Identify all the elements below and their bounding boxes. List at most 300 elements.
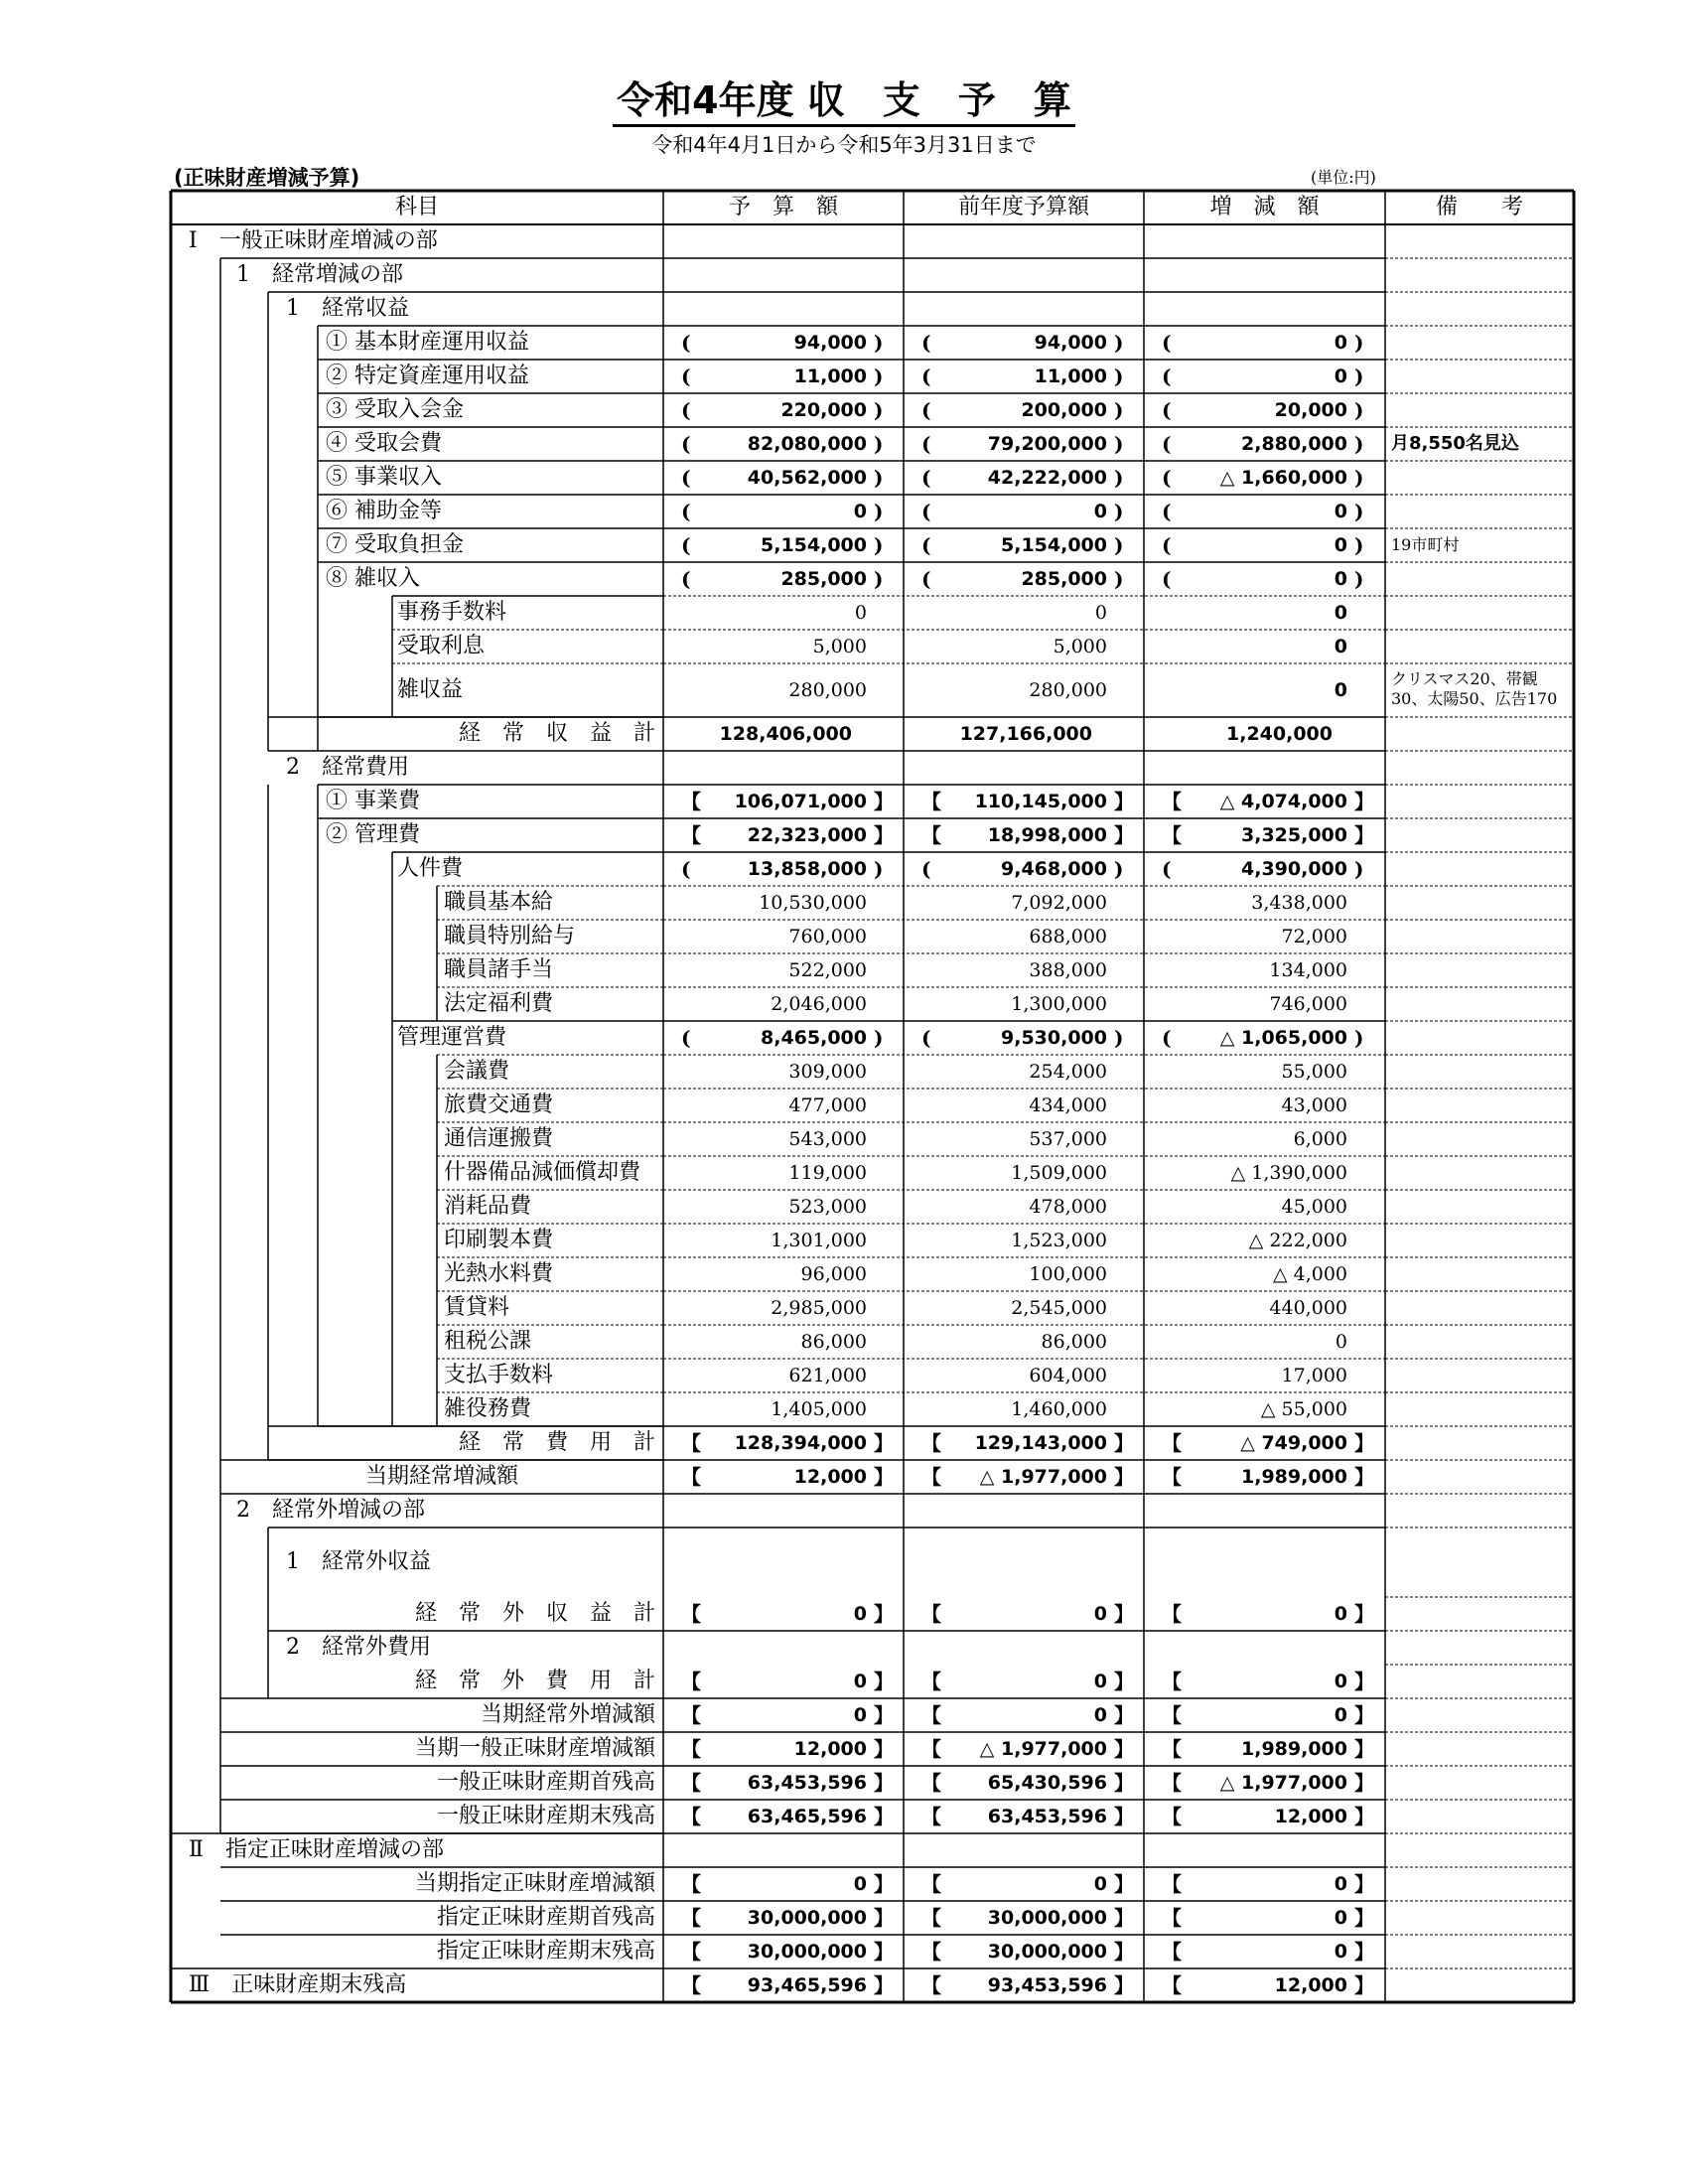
row-label: ② 管理費 [326,822,420,847]
value-bracket-open: ( [921,364,931,388]
value-cell: 0 [1093,501,1107,522]
value-bracket-open: 【 [1162,790,1182,813]
value-bracket-open: ( [1162,432,1172,456]
value-bracket-open: ( [1162,466,1172,490]
row-label: 2 経常外費用 [286,1635,431,1660]
row-label: 職員基本給 [444,890,554,915]
value-bracket-open: 【 [681,1805,701,1828]
value-bracket-open: 【 [1162,1771,1182,1795]
value-bracket-open: 【 [921,1431,941,1455]
value-bracket-close: 】 [1114,1906,1134,1930]
value-cell: 0 [854,602,867,624]
value-bracket-close: 】 [874,1737,894,1761]
row-label: ① 事業費 [326,789,420,813]
value-bracket-open: ( [1162,1026,1172,1050]
value-cell: 20,000 [1274,399,1347,421]
value-cell: 119,000 [788,1162,867,1184]
row-label: 当期経常外増減額 [480,1702,655,1727]
value-cell: 30,000,000 [747,1941,867,1963]
value-bracket-open: 【 [681,1465,701,1489]
value-bracket-close: ) [874,432,884,456]
value-bracket-close: 】 [1354,1805,1374,1828]
row-label: 経 常 費 用 計 [458,1430,655,1455]
value-bracket-close: ) [1354,331,1364,355]
value-bracket-open: ( [681,533,691,557]
row-label: 指定正味財産期末残高 [436,1939,655,1964]
value-bracket-open: 【 [1162,823,1182,847]
value-bracket-close: 】 [1114,1602,1134,1626]
value-cell: 6,000 [1293,1128,1347,1150]
value-bracket-open: ( [681,432,691,456]
value-bracket-open: 【 [1162,1940,1182,1964]
value-bracket-open: ( [1162,533,1172,557]
value-cell: 285,000 [1021,568,1107,590]
budget-subtitle: (正味財産増減予算) [174,166,360,190]
remarks-cell: 月8,550名見込 [1391,433,1519,454]
value-bracket-open: 【 [1162,1703,1182,1727]
value-cell: 254,000 [1029,1061,1107,1083]
value-cell: 2,880,000 [1241,433,1347,455]
value-cell: 0 [853,1603,867,1625]
value-bracket-close: ) [874,857,884,881]
value-cell: 3,325,000 [1241,824,1347,846]
value-bracket-close: ) [1354,364,1364,388]
value-bracket-close: 】 [1354,1906,1374,1930]
column-header-budget: 予 算 額 [728,195,838,219]
value-bracket-open: ( [921,567,931,591]
value-bracket-close: 】 [1114,1670,1134,1693]
row-label: 通信運搬費 [444,1126,554,1151]
row-label: ④ 受取会費 [326,431,442,456]
value-bracket-open: ( [1162,567,1172,591]
value-cell: 0 [1334,365,1347,387]
value-cell: 1,460,000 [1011,1398,1107,1420]
value-cell: 543,000 [788,1128,867,1150]
value-bracket-close: 】 [1114,1805,1134,1828]
value-cell: 1,240,000 [1226,723,1333,745]
row-label: 雑収益 [397,677,464,702]
value-cell: 388,000 [1029,959,1107,981]
value-bracket-open: 【 [681,1973,701,1997]
row-label: Ⅱ 指定正味財産増減の部 [189,1837,444,1862]
value-bracket-open: 【 [681,1602,701,1626]
value-bracket-close: ) [874,567,884,591]
value-bracket-close: 】 [1114,1465,1134,1489]
row-label: 1 経常収益 [286,296,409,321]
value-bracket-open: 【 [1162,1602,1182,1626]
row-label: 事務手数料 [397,600,507,625]
row-label: ⑧ 雑収入 [326,566,420,591]
value-cell: 55,000 [1281,1061,1347,1083]
value-cell: 0 [853,1704,867,1726]
value-bracket-open: 【 [681,790,701,813]
value-cell: 1,301,000 [771,1230,867,1251]
value-cell: 11,000 [1034,365,1107,387]
value-cell: △ 1,660,000 [1219,467,1347,489]
row-label: 人件費 [397,856,464,881]
value-cell: 760,000 [788,926,867,947]
value-cell: 94,000 [793,332,867,354]
value-bracket-close: 】 [874,1973,894,1997]
row-label: 2 経常費用 [286,755,409,780]
value-bracket-close: 】 [1354,1703,1374,1727]
value-cell: 63,453,596 [987,1806,1107,1827]
value-cell: 688,000 [1029,926,1107,947]
value-cell: 86,000 [1041,1331,1107,1353]
value-cell: 0 [1334,1941,1347,1963]
value-bracket-close: ) [874,364,884,388]
value-bracket-open: 【 [921,1973,941,1997]
value-bracket-close: 】 [1114,1771,1134,1795]
value-bracket-open: 【 [921,823,941,847]
row-label: ⑤ 事業収入 [326,465,442,490]
value-cell: 128,406,000 [719,723,852,745]
value-cell: △ 749,000 [1240,1432,1347,1454]
value-bracket-open: 【 [1162,1872,1182,1896]
row-label: 法定福利費 [444,991,554,1016]
value-cell: 280,000 [1029,679,1107,701]
column-header-account: 科目 [394,195,439,219]
value-bracket-open: 【 [681,1940,701,1964]
row-label: 経 常 収 益 計 [458,721,655,746]
row-label: 職員諸手当 [444,957,554,982]
row-label: 租税公課 [444,1329,532,1354]
value-bracket-open: 【 [1162,1431,1182,1455]
value-bracket-open: 【 [921,1737,941,1761]
value-cell: 537,000 [1029,1128,1107,1150]
value-bracket-close: 】 [1114,1872,1134,1896]
value-cell: 12,000 [793,1738,867,1760]
value-cell: 12,000 [1274,1974,1347,1996]
value-bracket-open: 【 [681,1431,701,1455]
row-label: 当期指定正味財産増減額 [414,1871,655,1896]
value-cell: 17,000 [1281,1365,1347,1386]
value-cell: 2,985,000 [771,1297,867,1319]
value-bracket-open: ( [921,432,931,456]
value-bracket-open: ( [681,331,691,355]
value-bracket-close: ) [1114,364,1124,388]
value-bracket-open: ( [681,500,691,523]
value-cell: 478,000 [1029,1196,1107,1218]
value-cell: 3,438,000 [1251,892,1347,914]
unit-label: (単位:円) [1311,168,1376,187]
value-cell: 1,989,000 [1241,1466,1347,1488]
value-cell: 128,394,000 [734,1432,867,1454]
value-cell: 63,453,596 [747,1772,867,1794]
value-cell: 5,000 [812,636,867,657]
value-bracket-close: 】 [874,1805,894,1828]
row-label: 支払手数料 [444,1363,554,1387]
value-bracket-close: ) [1354,857,1364,881]
value-bracket-close: 】 [1354,1973,1374,1997]
value-bracket-open: ( [921,398,931,422]
value-cell: 0 [1334,602,1347,624]
value-cell: 12,000 [793,1466,867,1488]
row-label: 光熱水料費 [444,1261,554,1286]
value-bracket-close: 】 [874,790,894,813]
row-label: 経 常 外 費 用 計 [414,1669,655,1693]
row-label: 会議費 [444,1059,510,1084]
title-text: 令和4年度 収 支 予 算 [613,78,1075,127]
value-bracket-close: 】 [874,1602,894,1626]
value-bracket-open: ( [921,466,931,490]
value-bracket-open: 【 [921,1602,941,1626]
value-cell: 106,071,000 [734,791,867,812]
column-header-prev-budget: 前年度予算額 [957,195,1089,219]
value-cell: 0 [1334,1671,1347,1692]
value-cell: 0 [1334,568,1347,590]
value-bracket-close: 】 [1354,1670,1374,1693]
value-cell: 10,530,000 [759,892,867,914]
value-cell: 100,000 [1029,1263,1107,1285]
value-bracket-close: 】 [1354,1737,1374,1761]
value-bracket-open: 【 [921,1805,941,1828]
row-label: ① 基本財産運用収益 [326,330,529,355]
value-cell: 4,390,000 [1241,858,1347,880]
value-cell: 0 [853,501,867,522]
value-bracket-close: ) [874,466,884,490]
value-cell: 0 [1094,602,1107,624]
row-label: 印刷製本費 [444,1228,554,1252]
value-bracket-close: ) [1114,331,1124,355]
value-cell: 522,000 [788,959,867,981]
value-bracket-open: ( [681,364,691,388]
value-cell: 746,000 [1269,993,1347,1015]
value-cell: 12,000 [1274,1806,1347,1827]
value-bracket-open: 【 [921,1872,941,1896]
value-bracket-open: ( [921,533,931,557]
value-bracket-close: 】 [874,1940,894,1964]
value-cell: 9,468,000 [1001,858,1107,880]
value-cell: 65,430,596 [987,1772,1107,1794]
value-bracket-close: 】 [1354,1602,1374,1626]
value-bracket-open: 【 [1162,1670,1182,1693]
value-cell: △ 222,000 [1248,1230,1347,1251]
value-bracket-close: 】 [1114,1973,1134,1997]
value-bracket-close: 】 [1354,1872,1374,1896]
value-bracket-open: 【 [921,790,941,813]
row-label: 雑役務費 [444,1396,532,1421]
value-cell: 0 [1334,679,1347,701]
row-label: 賃貸料 [444,1295,510,1320]
value-cell: 7,092,000 [1011,892,1107,914]
row-label: Ⅲ 正味財産期末残高 [189,1972,407,1997]
value-bracket-open: ( [681,1026,691,1050]
value-cell: 96,000 [800,1263,867,1285]
value-cell: 0 [1093,1671,1107,1692]
row-label: 受取利息 [397,634,486,658]
value-cell: △ 4,074,000 [1219,791,1347,812]
value-bracket-close: ) [1354,500,1364,523]
row-label: 職員特別給与 [444,924,576,948]
value-cell: 0 [1334,1603,1347,1625]
value-bracket-open: 【 [1162,1805,1182,1828]
value-cell: 22,323,000 [747,824,867,846]
value-bracket-open: ( [681,466,691,490]
value-bracket-close: ) [874,500,884,523]
value-cell: 1,989,000 [1241,1738,1347,1760]
value-bracket-open: ( [921,857,931,881]
budget-period: 令和4年4月1日から令和5年3月31日まで [651,133,1037,157]
row-label: 消耗品費 [444,1194,532,1219]
value-cell: 30,000,000 [987,1941,1107,1963]
value-cell: 72,000 [1281,926,1347,947]
value-cell: 0 [1334,534,1347,556]
value-bracket-close: ) [874,1026,884,1050]
row-label: ⑦ 受取負担金 [326,532,464,557]
value-cell: 285,000 [780,568,867,590]
value-bracket-open: 【 [681,1703,701,1727]
value-bracket-open: 【 [681,1906,701,1930]
value-cell: 5,154,000 [761,534,867,556]
value-bracket-close: ) [874,533,884,557]
value-bracket-open: 【 [1162,1737,1182,1761]
value-cell: 30,000,000 [987,1907,1107,1929]
value-cell: 1,405,000 [771,1398,867,1420]
value-bracket-close: ) [874,398,884,422]
row-label: 指定正味財産期首残高 [436,1905,655,1930]
remarks-cell: 19市町村 [1391,535,1460,554]
value-cell: 2,545,000 [1011,1297,1107,1319]
value-bracket-close: 】 [874,823,894,847]
value-cell: 129,143,000 [974,1432,1107,1454]
row-label: 什器備品減価償却費 [444,1160,641,1185]
row-label: 当期一般正味財産増減額 [414,1736,655,1761]
row-label: ② 特定資産運用収益 [326,364,529,388]
value-cell: 94,000 [1034,332,1107,354]
value-bracket-close: 】 [1354,1940,1374,1964]
value-bracket-open: ( [1162,500,1172,523]
row-label: 一般正味財産期末残高 [436,1804,655,1828]
value-bracket-open: 【 [921,1465,941,1489]
value-cell: 200,000 [1021,399,1107,421]
value-bracket-open: ( [1162,398,1172,422]
value-bracket-close: 】 [1114,1940,1134,1964]
value-bracket-open: 【 [681,1872,701,1896]
row-label: 経 常 外 収 益 計 [414,1601,655,1626]
value-cell: 79,200,000 [987,433,1107,455]
value-bracket-open: 【 [681,1771,701,1795]
row-label: 1 経常外収益 [286,1549,431,1574]
value-bracket-close: 】 [1114,1737,1134,1761]
value-bracket-close: ) [1114,432,1124,456]
value-bracket-close: ) [1114,567,1124,591]
value-bracket-open: 【 [921,1703,941,1727]
value-cell: 13,858,000 [747,858,867,880]
value-cell: 0 [1334,1704,1347,1726]
value-bracket-open: 【 [681,823,701,847]
value-bracket-close: ) [1114,857,1124,881]
value-bracket-open: ( [1162,857,1172,881]
value-cell: 220,000 [780,399,867,421]
value-bracket-open: ( [921,500,931,523]
value-cell: 1,523,000 [1011,1230,1107,1251]
row-label: 2 経常外増減の部 [236,1498,425,1523]
value-cell: 0 [1334,1873,1347,1895]
value-cell: 30,000,000 [747,1907,867,1929]
value-bracket-open: ( [921,1026,931,1050]
value-bracket-close: ) [1114,1026,1124,1050]
row-label: ⑥ 補助金等 [326,499,442,523]
value-cell: 0 [1093,1603,1107,1625]
value-cell: 0 [1334,636,1347,657]
value-cell: 43,000 [1281,1094,1347,1116]
value-cell: 42,222,000 [987,467,1107,489]
value-cell: 0 [1334,501,1347,522]
value-cell: 477,000 [788,1094,867,1116]
value-bracket-open: ( [681,857,691,881]
row-label: 当期経常増減額 [364,1464,518,1489]
value-bracket-close: ) [1354,1026,1364,1050]
value-bracket-open: ( [1162,331,1172,355]
value-cell: 18,998,000 [987,824,1107,846]
value-bracket-open: 【 [681,1670,701,1693]
value-cell: 45,000 [1281,1196,1347,1218]
value-bracket-close: ) [1354,432,1364,456]
column-header-diff: 増 減 額 [1209,195,1320,219]
value-cell: 0 [853,1671,867,1692]
value-cell: △ 1,065,000 [1219,1027,1347,1049]
value-cell: 82,080,000 [747,433,867,455]
value-cell: 11,000 [793,365,867,387]
value-bracket-close: ) [1114,466,1124,490]
value-bracket-open: ( [681,398,691,422]
value-cell: 0 [1093,1873,1107,1895]
value-cell: 440,000 [1269,1297,1347,1319]
value-bracket-close: 】 [1354,790,1374,813]
value-bracket-close: 】 [874,1906,894,1930]
value-bracket-open: 【 [1162,1465,1182,1489]
remarks-cell: クリスマス20、帯観30、太陽50、広告170 [1391,669,1558,708]
value-cell: △ 4,000 [1272,1263,1347,1285]
value-bracket-open: ( [921,331,931,355]
value-cell: 40,562,000 [747,467,867,489]
value-cell: 86,000 [800,1331,867,1353]
value-cell: 2,046,000 [771,993,867,1015]
value-cell: 0 [1334,1907,1347,1929]
value-bracket-close: 】 [874,1431,894,1455]
value-cell: 0 [853,1873,867,1895]
value-bracket-close: ) [1354,398,1364,422]
value-bracket-open: ( [681,567,691,591]
value-bracket-close: 】 [874,1465,894,1489]
value-cell: 0 [1335,1331,1347,1353]
value-bracket-open: 【 [1162,1973,1182,1997]
row-label: Ⅰ 一般正味財産増減の部 [189,228,438,253]
value-bracket-close: 】 [874,1872,894,1896]
value-bracket-open: 【 [921,1940,941,1964]
column-header-remarks: 備 考 [1435,195,1523,219]
value-cell: 309,000 [788,1061,867,1083]
value-bracket-open: 【 [921,1906,941,1930]
value-cell: 93,465,596 [747,1974,867,1996]
row-label: 管理運営費 [397,1025,507,1050]
row-label: 一般正味財産期首残高 [436,1770,655,1795]
value-bracket-close: 】 [1354,1431,1374,1455]
value-cell: 0 [1093,1704,1107,1726]
value-bracket-close: 】 [1354,1465,1374,1489]
value-bracket-close: ) [1114,533,1124,557]
value-cell: 604,000 [1029,1365,1107,1386]
value-bracket-close: 】 [1114,1703,1134,1727]
value-cell: 9,530,000 [1001,1027,1107,1049]
row-label: 1 経常増減の部 [236,262,403,287]
value-cell: 93,453,596 [987,1974,1107,1996]
value-bracket-open: 【 [1162,1906,1182,1930]
value-cell: 523,000 [788,1196,867,1218]
value-bracket-close: ) [1114,398,1124,422]
value-cell: 1,509,000 [1011,1162,1107,1184]
